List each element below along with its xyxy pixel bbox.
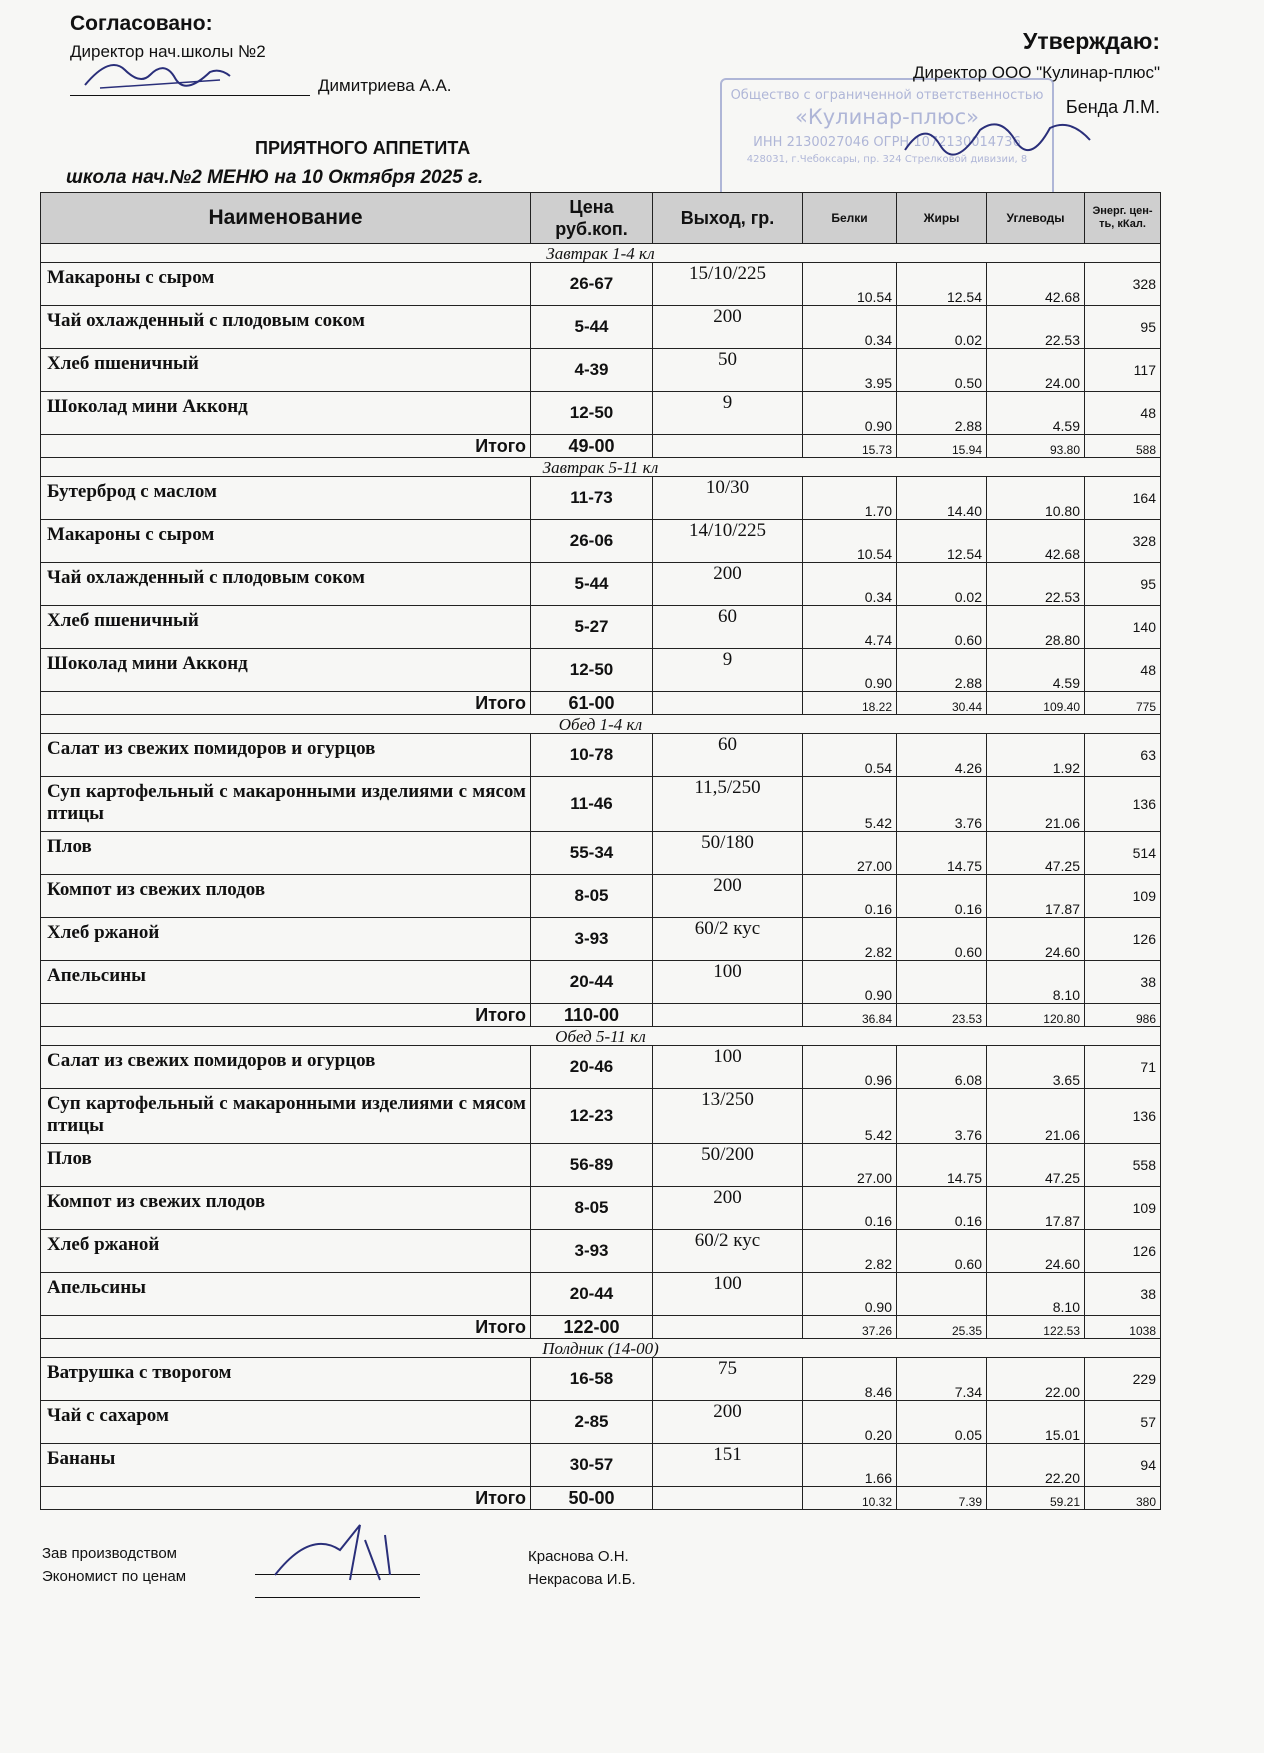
- item-price: 20-44: [531, 961, 653, 1004]
- item-carbs: 22.53: [987, 306, 1085, 349]
- table-row: [41, 649, 1161, 692]
- item-name: Шоколад мини Акконд: [41, 392, 531, 435]
- item-kcal: 136: [1085, 777, 1161, 832]
- total-yield-empty: [653, 435, 803, 458]
- section-row: [41, 1027, 1161, 1046]
- item-kcal: 328: [1085, 263, 1161, 306]
- total-protein: 37.26: [803, 1316, 897, 1339]
- item-carbs: 22.20: [987, 1444, 1085, 1487]
- item-name: Хлеб ржаной: [41, 918, 531, 961]
- item-fat: [897, 1273, 987, 1316]
- table-row: [41, 606, 1161, 649]
- item-price: 5-27: [531, 606, 653, 649]
- item-kcal: 126: [1085, 1230, 1161, 1273]
- item-kcal: 109: [1085, 1187, 1161, 1230]
- section-row: [41, 715, 1161, 734]
- table-row: [41, 263, 1161, 306]
- item-protein: 0.90: [803, 961, 897, 1004]
- total-yield-empty: [653, 692, 803, 715]
- item-fat: 0.50: [897, 349, 987, 392]
- item-price: 3-93: [531, 1230, 653, 1273]
- item-name: Ватрушка с творогом: [41, 1358, 531, 1401]
- item-protein: 10.54: [803, 263, 897, 306]
- total-protein: 36.84: [803, 1004, 897, 1027]
- total-kcal: 775: [1085, 692, 1161, 715]
- item-carbs: 8.10: [987, 1273, 1085, 1316]
- approve-position: Директор ООО "Кулинар-плюс": [912, 63, 1160, 82]
- item-name: Чай охлажденный с плодовым соком: [41, 563, 531, 606]
- item-price: 56-89: [531, 1144, 653, 1187]
- item-protein: 8.46: [803, 1358, 897, 1401]
- item-carbs: 24.60: [987, 918, 1085, 961]
- item-protein: 27.00: [803, 832, 897, 875]
- total-carbs: 122.53: [987, 1316, 1085, 1339]
- item-price: 55-34: [531, 832, 653, 875]
- item-name: Суп картофельный с макаронными изделиями с мясом птицы: [41, 777, 531, 832]
- item-name: Макароны с сыром: [41, 263, 531, 306]
- item-protein: 0.16: [803, 875, 897, 918]
- approve-title: Утверждаю:: [1023, 28, 1160, 54]
- item-kcal: 126: [1085, 918, 1161, 961]
- item-name: Плов: [41, 1144, 531, 1187]
- table-row: [41, 306, 1161, 349]
- table-row: [41, 477, 1161, 520]
- agreed-name: Димитриева А.А.: [318, 76, 452, 95]
- total-row: [41, 435, 1161, 458]
- approve-name: Бенда Л.М.: [1065, 97, 1160, 117]
- item-yield: 14/10/225: [653, 520, 803, 563]
- total-price: 49-00: [531, 435, 653, 458]
- item-yield: 50: [653, 349, 803, 392]
- item-protein: 3.95: [803, 349, 897, 392]
- item-fat: 3.76: [897, 1089, 987, 1144]
- item-price: 3-93: [531, 918, 653, 961]
- menu-subtitle-school: школа нач.№2 МЕНЮ: [66, 167, 270, 188]
- item-kcal: 328: [1085, 520, 1161, 563]
- table-row: [41, 1401, 1161, 1444]
- item-protein: 4.74: [803, 606, 897, 649]
- item-yield: 10/30: [653, 477, 803, 520]
- item-fat: 4.26: [897, 734, 987, 777]
- item-fat: 14.40: [897, 477, 987, 520]
- item-yield: 200: [653, 563, 803, 606]
- item-yield: 15/10/225: [653, 263, 803, 306]
- footer-role-economist: Экономист по ценам: [42, 1568, 187, 1585]
- item-yield: 100: [653, 961, 803, 1004]
- table-row: [41, 832, 1161, 875]
- item-protein: 1.66: [803, 1444, 897, 1487]
- total-kcal: 588: [1085, 435, 1161, 458]
- section-row: [41, 1339, 1161, 1358]
- item-yield: 50/200: [653, 1144, 803, 1187]
- item-fat: 0.02: [897, 563, 987, 606]
- table-row: [41, 1273, 1161, 1316]
- table-row: [41, 1444, 1161, 1487]
- footer-name-production: Краснова О.Н.: [528, 1548, 629, 1565]
- total-carbs: 93.80: [987, 435, 1085, 458]
- table-row: [41, 520, 1161, 563]
- item-fat: 0.05: [897, 1401, 987, 1444]
- item-protein: 0.90: [803, 649, 897, 692]
- item-carbs: 28.80: [987, 606, 1085, 649]
- item-kcal: 558: [1085, 1144, 1161, 1187]
- item-name: Хлеб пшеничный: [41, 606, 531, 649]
- item-name: Шоколад мини Акконд: [41, 649, 531, 692]
- item-fat: 14.75: [897, 1144, 987, 1187]
- table-row: [41, 875, 1161, 918]
- total-price: 50-00: [531, 1487, 653, 1510]
- handwritten-signature-right: [900, 110, 1100, 170]
- item-fat: 6.08: [897, 1046, 987, 1089]
- agreed-position: Директор нач.школы №2: [70, 42, 266, 61]
- col-yield-header: Выход, гр.: [653, 193, 803, 244]
- total-yield-empty: [653, 1316, 803, 1339]
- item-kcal: 57: [1085, 1401, 1161, 1444]
- total-yield-empty: [653, 1487, 803, 1510]
- item-carbs: 24.60: [987, 1230, 1085, 1273]
- table-row: [41, 1144, 1161, 1187]
- item-kcal: 229: [1085, 1358, 1161, 1401]
- total-label: Итого: [41, 1316, 531, 1339]
- item-name: Апельсины: [41, 1273, 531, 1316]
- section-title: Обед 5-11 кл: [41, 1027, 1161, 1046]
- item-fat: 2.88: [897, 649, 987, 692]
- item-carbs: 1.92: [987, 734, 1085, 777]
- table-row: [41, 563, 1161, 606]
- item-protein: 0.54: [803, 734, 897, 777]
- item-carbs: 24.00: [987, 349, 1085, 392]
- total-row: [41, 692, 1161, 715]
- total-kcal: 986: [1085, 1004, 1161, 1027]
- table-row: [41, 392, 1161, 435]
- item-yield: 50/180: [653, 832, 803, 875]
- total-price: 61-00: [531, 692, 653, 715]
- item-price: 20-44: [531, 1273, 653, 1316]
- item-kcal: 38: [1085, 961, 1161, 1004]
- total-fat: 15.94: [897, 435, 987, 458]
- total-protein: 10.32: [803, 1487, 897, 1510]
- item-kcal: 117: [1085, 349, 1161, 392]
- item-fat: [897, 1444, 987, 1487]
- col-fat-header: Жиры: [897, 193, 987, 244]
- total-carbs: 109.40: [987, 692, 1085, 715]
- item-fat: 0.16: [897, 1187, 987, 1230]
- total-kcal: 1038: [1085, 1316, 1161, 1339]
- item-carbs: 4.59: [987, 649, 1085, 692]
- item-kcal: 140: [1085, 606, 1161, 649]
- item-kcal: 136: [1085, 1089, 1161, 1144]
- total-yield-empty: [653, 1004, 803, 1027]
- item-kcal: 164: [1085, 477, 1161, 520]
- col-energy-header: Энерг. цен-ть, кКал.: [1085, 193, 1161, 244]
- total-kcal: 380: [1085, 1487, 1161, 1510]
- col-name-header: Наименование: [41, 193, 531, 244]
- item-price: 4-39: [531, 349, 653, 392]
- table-row: [41, 918, 1161, 961]
- item-yield: 75: [653, 1358, 803, 1401]
- table-row: [41, 1358, 1161, 1401]
- total-protein: 18.22: [803, 692, 897, 715]
- item-kcal: 71: [1085, 1046, 1161, 1089]
- total-row: [41, 1316, 1161, 1339]
- table-row: [41, 1089, 1161, 1144]
- item-price: 5-44: [531, 306, 653, 349]
- item-price: 11-46: [531, 777, 653, 832]
- item-kcal: 48: [1085, 649, 1161, 692]
- footer-name-economist: Некрасова И.Б.: [528, 1571, 636, 1588]
- item-carbs: 10.80: [987, 477, 1085, 520]
- item-price: 10-78: [531, 734, 653, 777]
- item-protein: 0.90: [803, 392, 897, 435]
- table-row: [41, 961, 1161, 1004]
- item-yield: 100: [653, 1046, 803, 1089]
- total-fat: 25.35: [897, 1316, 987, 1339]
- item-name: Хлеб ржаной: [41, 1230, 531, 1273]
- item-kcal: 95: [1085, 306, 1161, 349]
- item-carbs: 22.53: [987, 563, 1085, 606]
- item-name: Бананы: [41, 1444, 531, 1487]
- item-price: 8-05: [531, 1187, 653, 1230]
- item-yield: 60/2 кус: [653, 1230, 803, 1273]
- item-price: 12-50: [531, 649, 653, 692]
- item-carbs: 3.65: [987, 1046, 1085, 1089]
- item-name: Компот из свежих плодов: [41, 1187, 531, 1230]
- item-fat: 3.76: [897, 777, 987, 832]
- item-yield: 200: [653, 1187, 803, 1230]
- item-carbs: 21.06: [987, 777, 1085, 832]
- total-price: 122-00: [531, 1316, 653, 1339]
- item-fat: 0.60: [897, 606, 987, 649]
- item-protein: 10.54: [803, 520, 897, 563]
- item-fat: 12.54: [897, 520, 987, 563]
- table-row: [41, 734, 1161, 777]
- item-fat: 0.60: [897, 1230, 987, 1273]
- item-price: 26-67: [531, 263, 653, 306]
- item-fat: 0.02: [897, 306, 987, 349]
- menu-date: на 10 Октября 2025 г.: [274, 167, 484, 188]
- item-name: Бутерброд с маслом: [41, 477, 531, 520]
- section-title: Полдник (14-00): [41, 1339, 1161, 1358]
- total-fat: 23.53: [897, 1004, 987, 1027]
- handwritten-signature-footer: [270, 1520, 420, 1590]
- item-kcal: 109: [1085, 875, 1161, 918]
- item-carbs: 21.06: [987, 1089, 1085, 1144]
- item-carbs: 42.68: [987, 520, 1085, 563]
- item-carbs: 15.01: [987, 1401, 1085, 1444]
- item-fat: 0.60: [897, 918, 987, 961]
- total-carbs: 59.21: [987, 1487, 1085, 1510]
- item-kcal: 38: [1085, 1273, 1161, 1316]
- item-yield: 200: [653, 1401, 803, 1444]
- item-yield: 11,5/250: [653, 777, 803, 832]
- table-row: [41, 1230, 1161, 1273]
- item-protein: 5.42: [803, 1089, 897, 1144]
- item-kcal: 48: [1085, 392, 1161, 435]
- item-fat: 0.16: [897, 875, 987, 918]
- footer-names: [528, 1545, 636, 1591]
- item-price: 12-23: [531, 1089, 653, 1144]
- item-yield: 9: [653, 649, 803, 692]
- item-yield: 100: [653, 1273, 803, 1316]
- item-kcal: 63: [1085, 734, 1161, 777]
- item-name: Апельсины: [41, 961, 531, 1004]
- item-price: 26-06: [531, 520, 653, 563]
- item-carbs: 42.68: [987, 263, 1085, 306]
- item-yield: 200: [653, 306, 803, 349]
- approve-block: [780, 28, 1160, 118]
- item-price: 5-44: [531, 563, 653, 606]
- item-fat: 14.75: [897, 832, 987, 875]
- item-protein: 2.82: [803, 1230, 897, 1273]
- table-row: [41, 777, 1161, 832]
- total-protein: 15.73: [803, 435, 897, 458]
- item-name: Салат из свежих помидоров и огурцов: [41, 1046, 531, 1089]
- item-protein: 5.42: [803, 777, 897, 832]
- menu-title: ПРИЯТНОГО АППЕТИТА: [255, 138, 471, 158]
- item-name: Чай с сахаром: [41, 1401, 531, 1444]
- item-name: Плов: [41, 832, 531, 875]
- item-price: 11-73: [531, 477, 653, 520]
- col-price-header: Цена руб.коп.: [531, 193, 653, 244]
- item-yield: 200: [653, 875, 803, 918]
- total-row: [41, 1487, 1161, 1510]
- item-fat: 2.88: [897, 392, 987, 435]
- item-yield: 9: [653, 392, 803, 435]
- item-yield: 60: [653, 734, 803, 777]
- item-fat: [897, 961, 987, 1004]
- footer-role-production: Зав производством: [42, 1545, 177, 1562]
- item-name: Чай охлажденный с плодовым соком: [41, 306, 531, 349]
- item-protein: 0.96: [803, 1046, 897, 1089]
- item-protein: 0.34: [803, 306, 897, 349]
- handwritten-signature-left: [80, 50, 240, 95]
- item-price: 16-58: [531, 1358, 653, 1401]
- company-stamp: Общество с ограниченной ответственностью «Кулинар-плюс» ИНН 2130027046 ОГРН 1072130014736 428031, г.Чебоксары, пр. 324 Стрелковой дивизии, 8: [720, 78, 1054, 200]
- item-carbs: 4.59: [987, 392, 1085, 435]
- item-carbs: 47.25: [987, 1144, 1085, 1187]
- agreed-title: Согласовано:: [70, 12, 213, 35]
- section-title: Обед 1-4 кл: [41, 715, 1161, 734]
- item-carbs: 47.25: [987, 832, 1085, 875]
- total-label: Итого: [41, 435, 531, 458]
- item-price: 2-85: [531, 1401, 653, 1444]
- section-title: Завтрак 1-4 кл: [41, 244, 1161, 263]
- item-price: 30-57: [531, 1444, 653, 1487]
- table-row: [41, 1046, 1161, 1089]
- item-name: Суп картофельный с макаронными изделиями с мясом птицы: [41, 1089, 531, 1144]
- item-yield: 60/2 кус: [653, 918, 803, 961]
- menu-table: [40, 192, 1161, 1510]
- item-fat: 7.34: [897, 1358, 987, 1401]
- item-name: Салат из свежих помидоров и огурцов: [41, 734, 531, 777]
- section-row: [41, 458, 1161, 477]
- menu-subtitle: [66, 167, 483, 189]
- total-fat: 7.39: [897, 1487, 987, 1510]
- item-price: 12-50: [531, 392, 653, 435]
- item-name: Хлеб пшеничный: [41, 349, 531, 392]
- total-label: Итого: [41, 692, 531, 715]
- item-yield: 151: [653, 1444, 803, 1487]
- item-name: Компот из свежих плодов: [41, 875, 531, 918]
- item-protein: 0.16: [803, 1187, 897, 1230]
- total-row: [41, 1004, 1161, 1027]
- item-protein: 27.00: [803, 1144, 897, 1187]
- item-carbs: 8.10: [987, 961, 1085, 1004]
- item-kcal: 514: [1085, 832, 1161, 875]
- table-row: [41, 1187, 1161, 1230]
- total-label: Итого: [41, 1004, 531, 1027]
- section-title: Завтрак 5-11 кл: [41, 458, 1161, 477]
- total-price: 110-00: [531, 1004, 653, 1027]
- item-price: 20-46: [531, 1046, 653, 1089]
- item-fat: 12.54: [897, 263, 987, 306]
- total-fat: 30.44: [897, 692, 987, 715]
- total-label: Итого: [41, 1487, 531, 1510]
- item-protein: 2.82: [803, 918, 897, 961]
- item-yield: 13/250: [653, 1089, 803, 1144]
- item-carbs: 17.87: [987, 1187, 1085, 1230]
- col-carbs-header: Углеводы: [987, 193, 1085, 244]
- item-name: Макароны с сыром: [41, 520, 531, 563]
- table-header-row: [41, 193, 1161, 244]
- total-carbs: 120.80: [987, 1004, 1085, 1027]
- item-protein: 0.34: [803, 563, 897, 606]
- item-protein: 1.70: [803, 477, 897, 520]
- item-protein: 0.20: [803, 1401, 897, 1444]
- item-price: 8-05: [531, 875, 653, 918]
- col-protein-header: Белки: [803, 193, 897, 244]
- item-kcal: 94: [1085, 1444, 1161, 1487]
- footer-roles: [42, 1542, 186, 1588]
- menu-body: [41, 244, 1161, 1510]
- item-yield: 60: [653, 606, 803, 649]
- item-protein: 0.90: [803, 1273, 897, 1316]
- item-kcal: 95: [1085, 563, 1161, 606]
- section-row: [41, 244, 1161, 263]
- item-carbs: 17.87: [987, 875, 1085, 918]
- item-carbs: 22.00: [987, 1358, 1085, 1401]
- table-row: [41, 349, 1161, 392]
